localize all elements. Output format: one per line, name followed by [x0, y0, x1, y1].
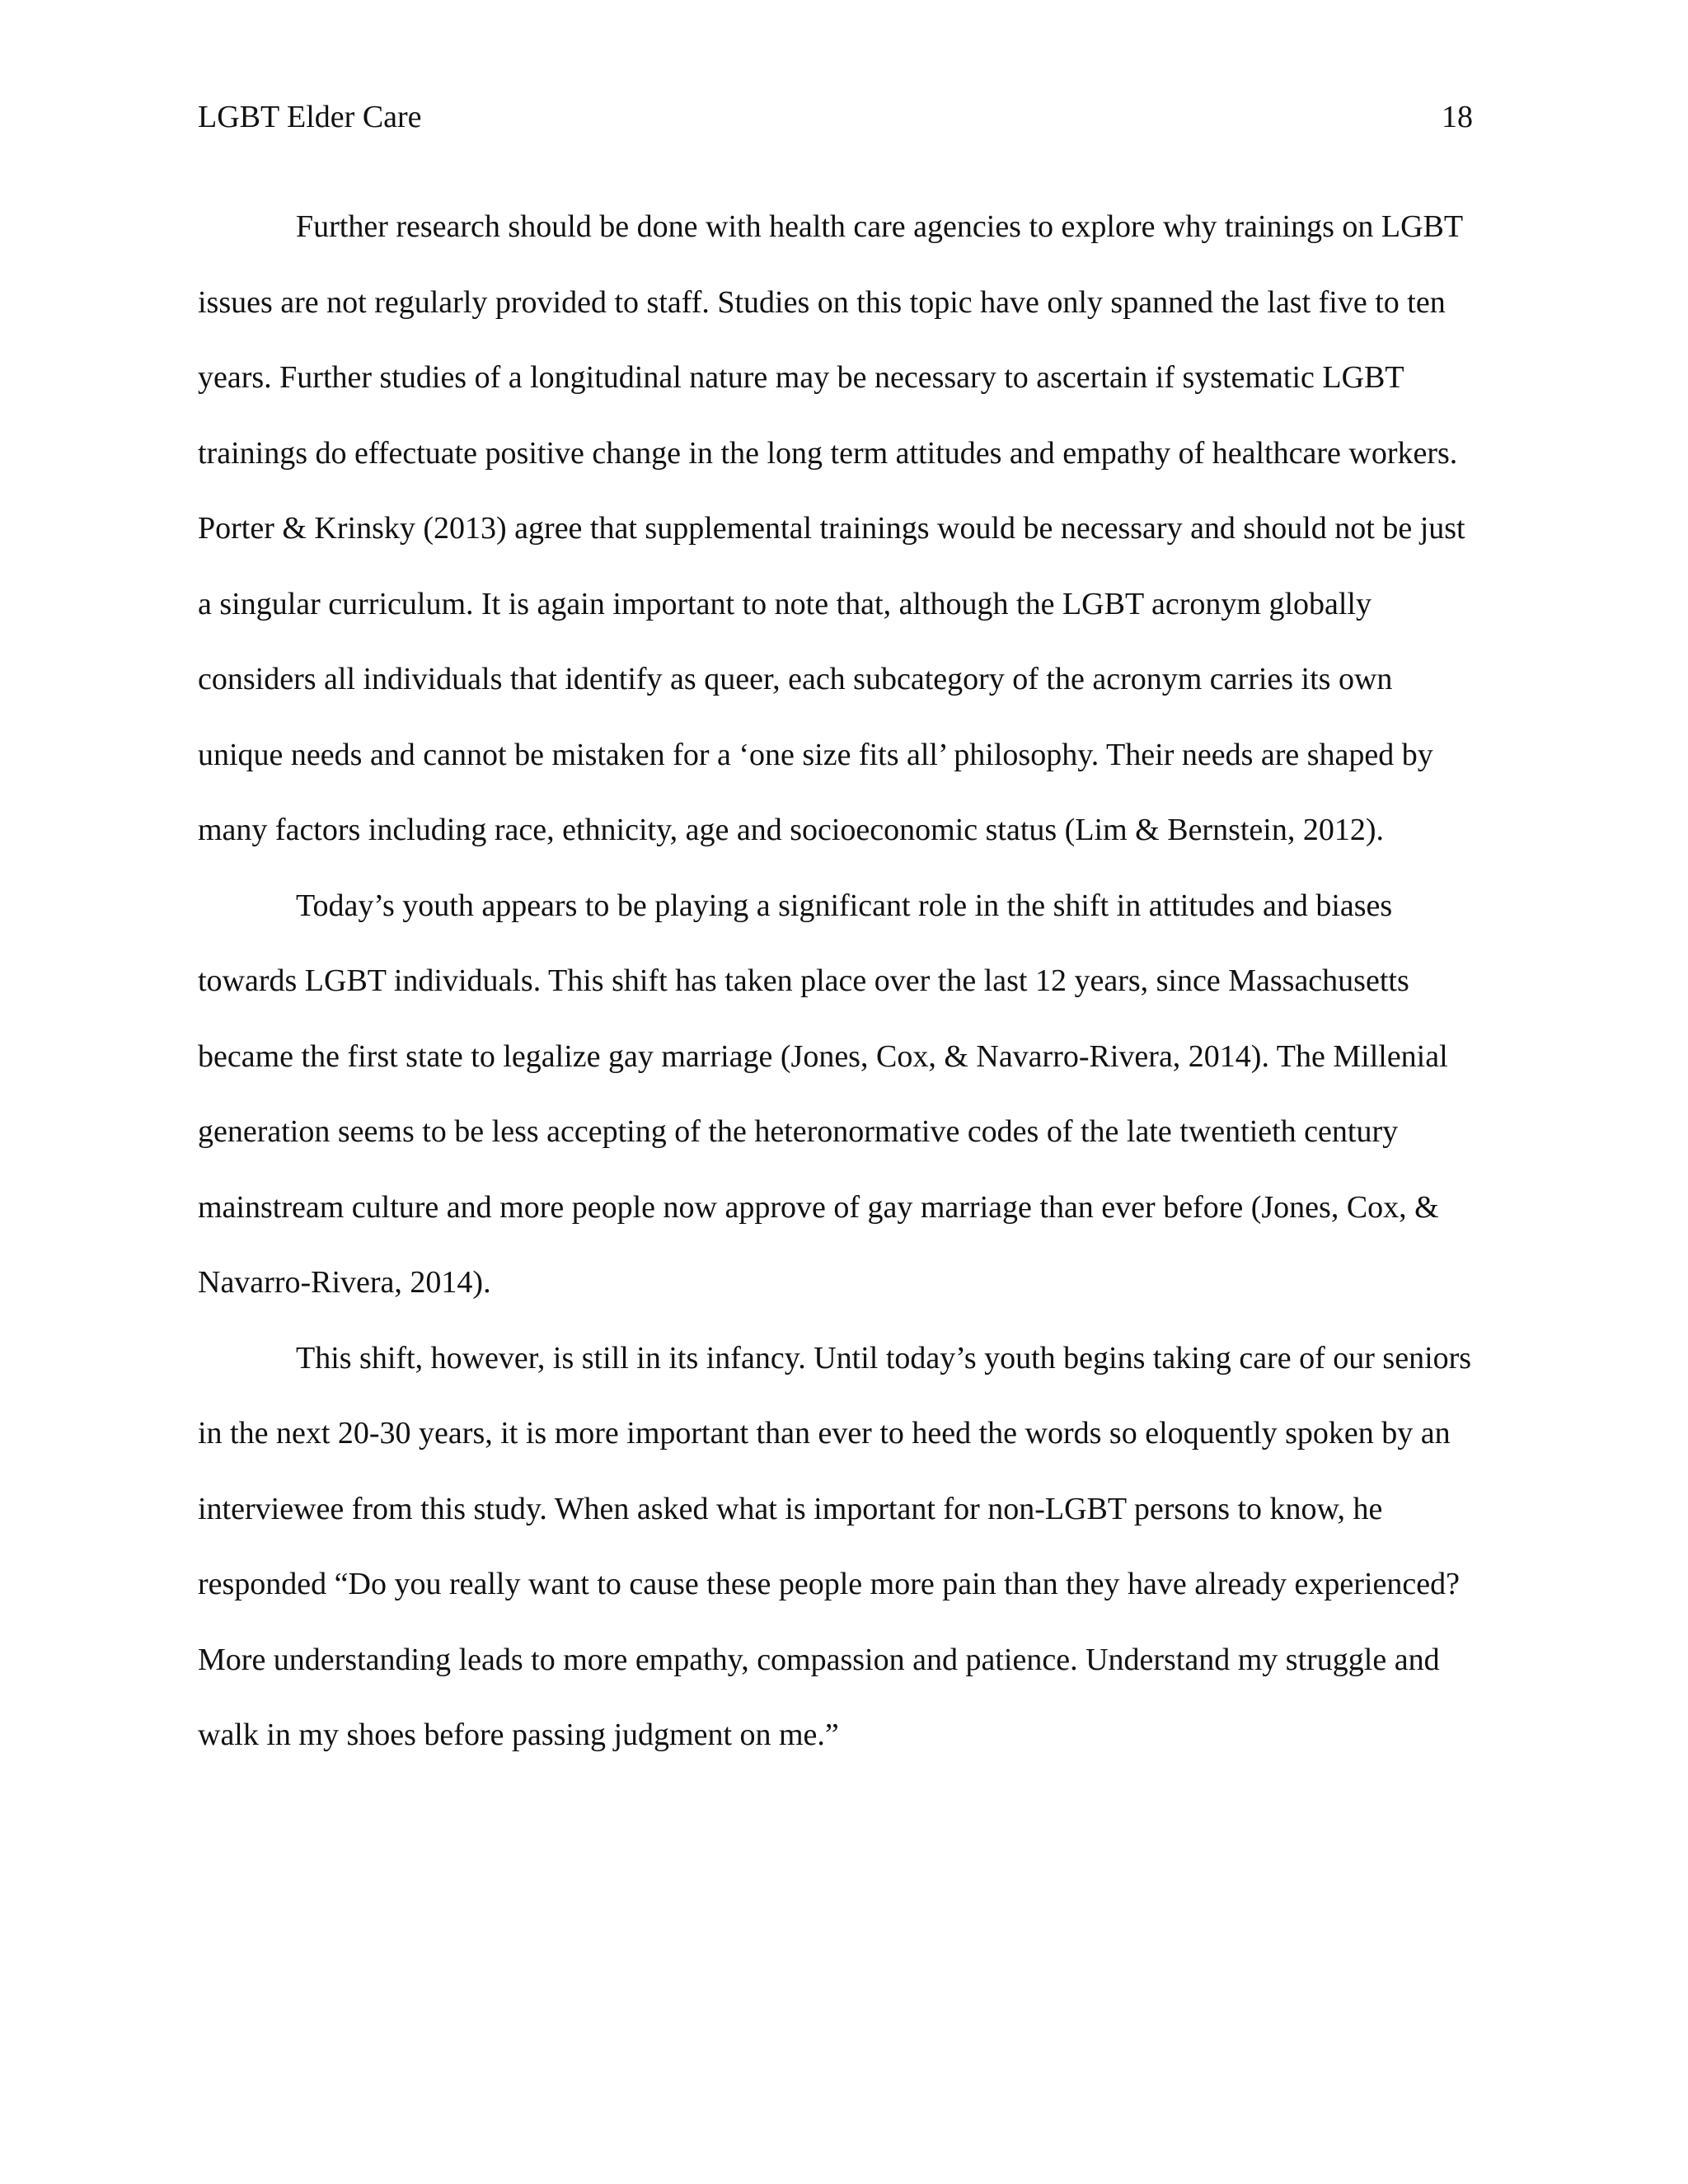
page-header — [198, 92, 1473, 142]
running-head: LGBT Elder Care — [198, 100, 422, 134]
paragraph-2: Today’s youth appears to be playing a significant role in the shift in attitudes and biases towards LGBT individuals. This shift has taken place over the last 12 years, since Massachusetts became the first state to legalize gay marriage (Jones, Cox, & Navarro-Rivera, 2014). The Millenial generation seems to be less accepting of the heteronormative codes of the late twentieth century mainstream culture and more people now approve of gay marriage than ever before (Jones, Cox, & Navarro-Rivera, 2014). — [198, 888, 1448, 1300]
body-text — [198, 190, 1475, 1774]
paragraph-1: Further research should be done with health care agencies to explore why trainings on LGBT issues are not regularly provided to staff. Studies on this topic have only spanned the last five to ten years. Further studies of a longitudinal nature may be necessary to ascertain if systematic LGBT trainings do effectuate positive change in the long term attitudes and empathy of healthcare workers. Porter & Krinsky (2013) agree that supplemental trainings would be necessary and should not be just a singular curriculum. It is again important to note that, although the LGBT acronym globally considers all individuals that identify as queer, each subcategory of the acronym carries its own unique needs and cannot be mistaken for a ‘one size fits all’ philosophy. Their needs are shaped by many factors including race, ethnicity, age and socioeconomic status (Lim & Bernstein, 2012). — [198, 209, 1465, 847]
paragraph-3: This shift, however, is still in its infancy. Until today’s youth begins taking care of our seniors in the next 20-30 years, it is more important than ever to heed the words so eloquently spoken by an interviewee from this study. When asked what is important for non-LGBT persons to know, he responded “Do you really want to cause these people more pain than they have already experienced? More understanding leads to more empathy, compassion and patience. Understand my struggle and walk in my shoes before passing judgment on me.” — [198, 1340, 1472, 1752]
page-number: 18 — [1442, 100, 1473, 134]
